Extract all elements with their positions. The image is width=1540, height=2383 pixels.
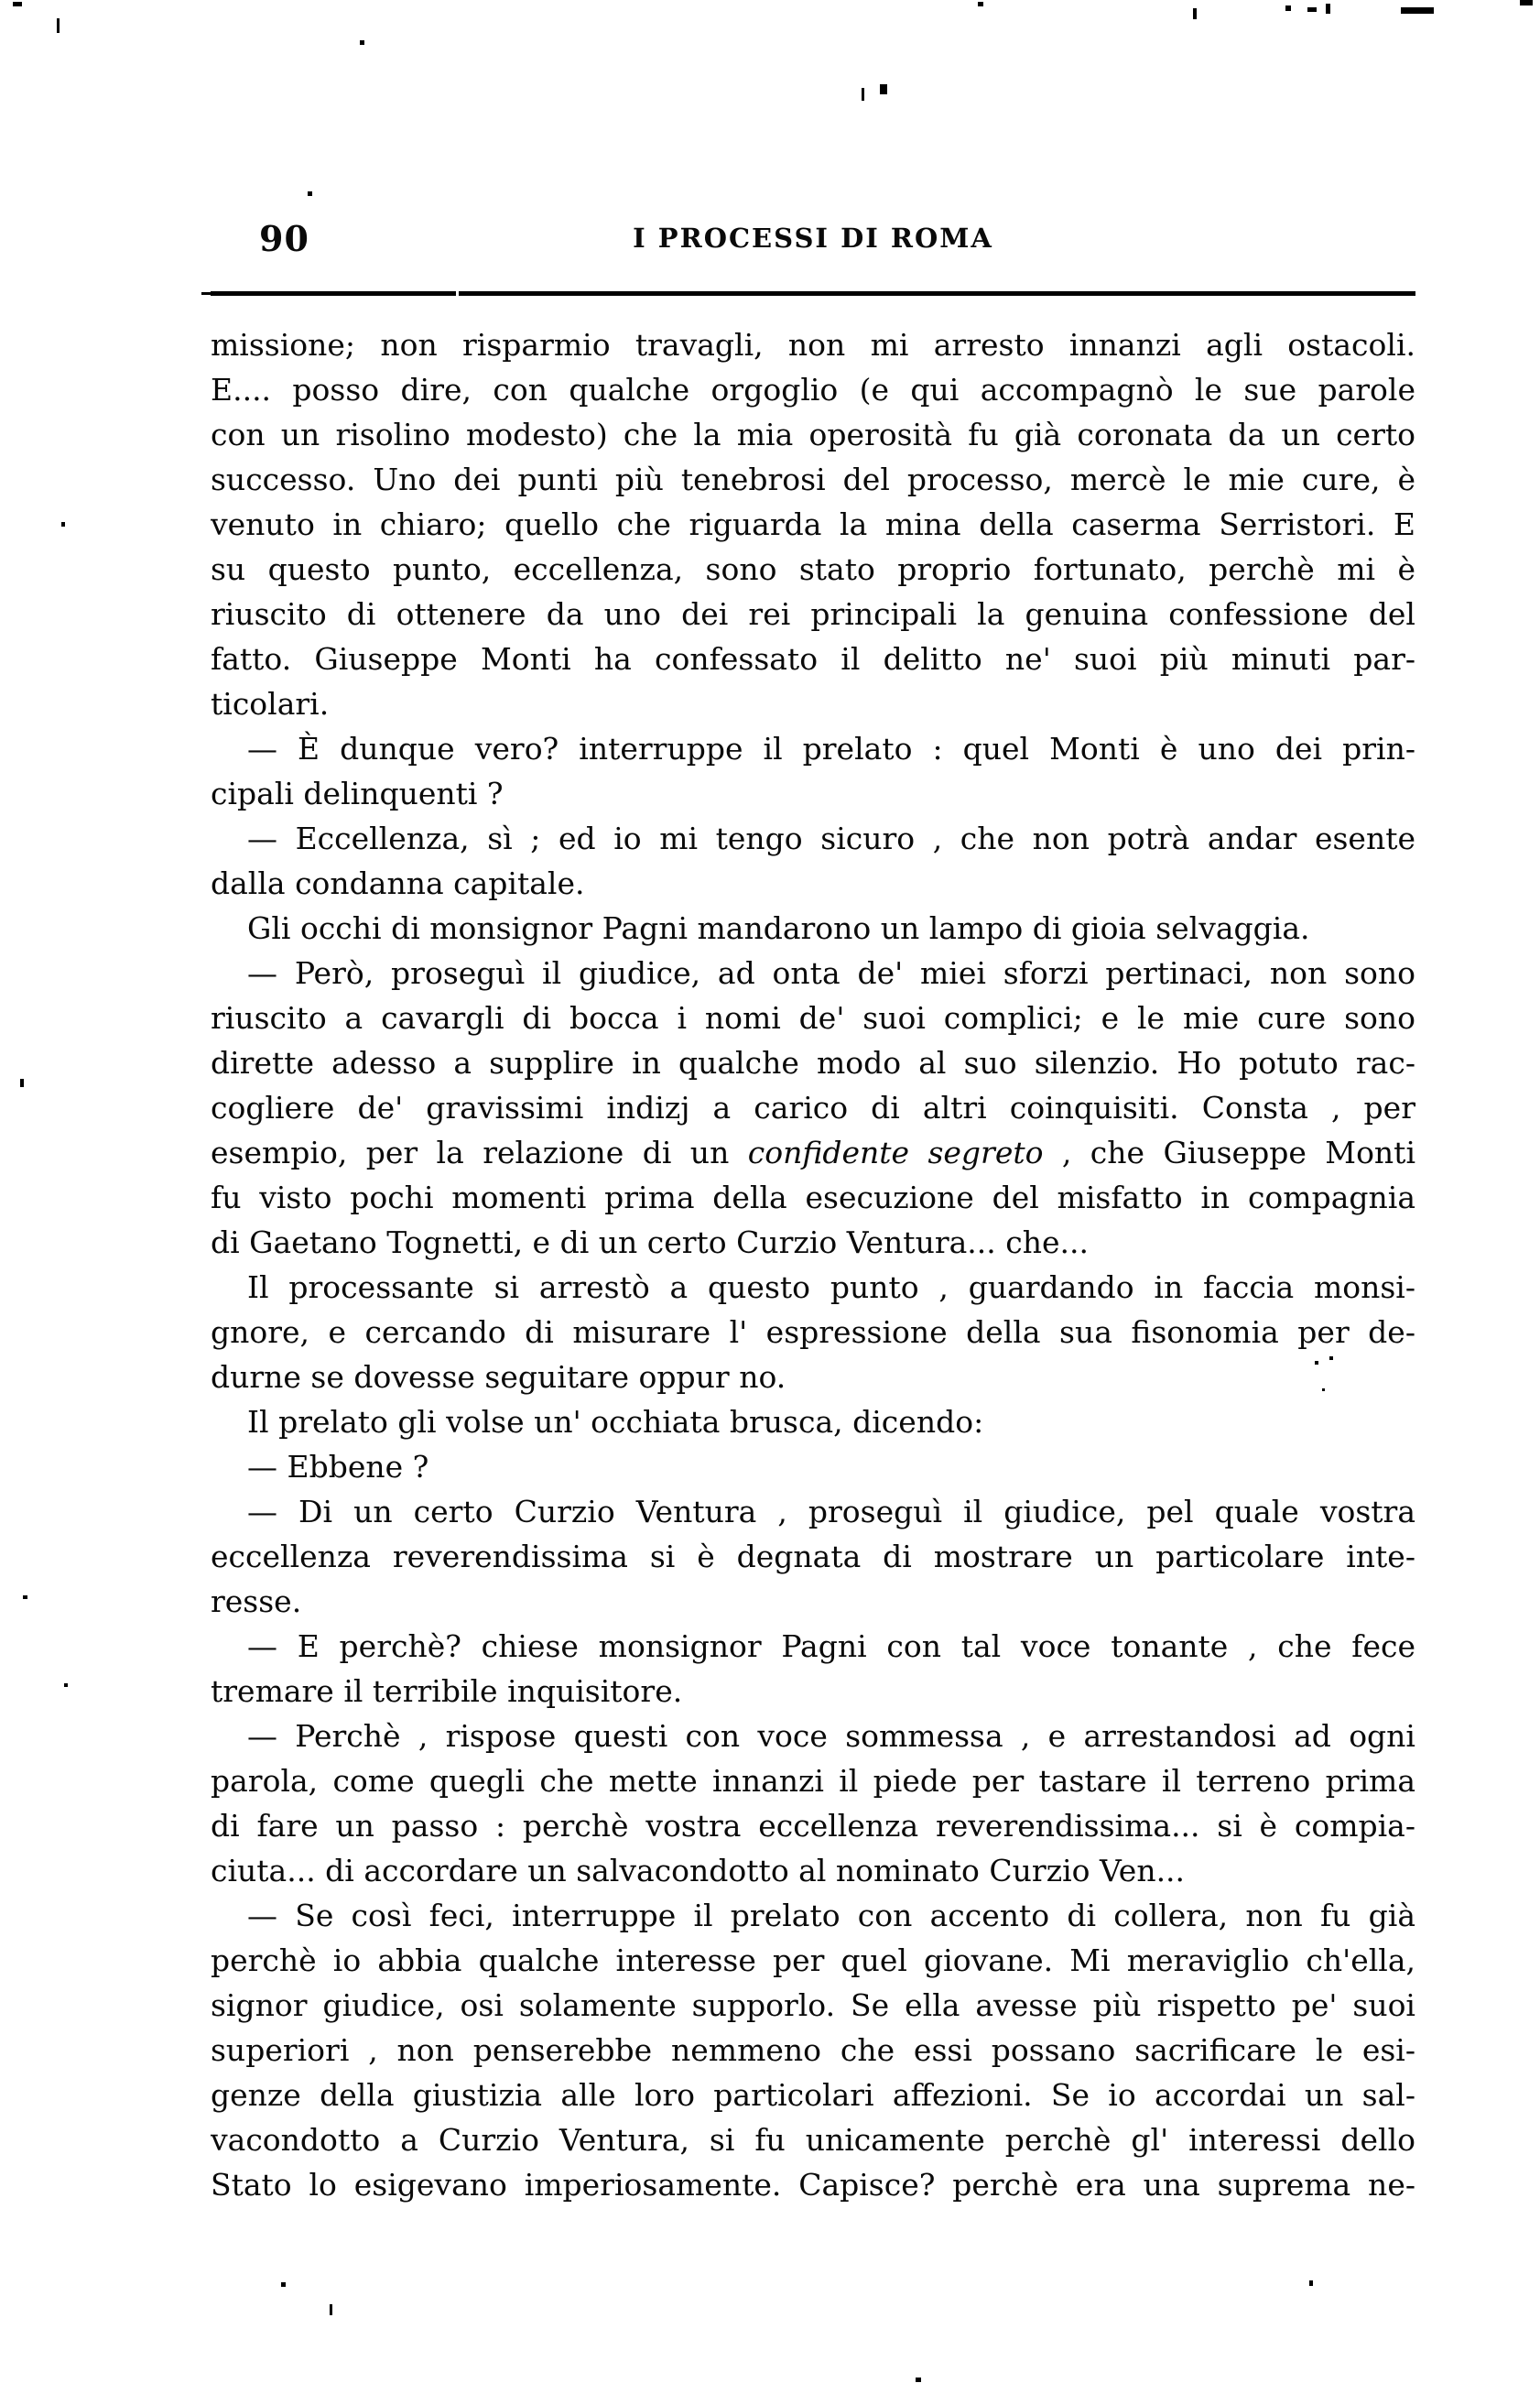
text-line: fu visto pochi momenti prima della esecuzione del misfatto in compagnia — [211, 1180, 1415, 1215]
text-line: — Di un certo Curzio Ventura , proseguì il giudice, pel quale vostra — [247, 1494, 1415, 1529]
scan-artifact — [1193, 8, 1197, 19]
text-line — [211, 1130, 1415, 1175]
text-line: parola, come quegli che mette innanzi il piede per tastare il terreno prima — [211, 1763, 1415, 1799]
text-line: E.... posso dire, con qualche orgoglio (e qui accompagnò le sue parole — [211, 372, 1415, 408]
text-line: Il processante si arrestò a questo punto , guardando in faccia monsi- — [247, 1269, 1415, 1305]
text-line: — E perchè? chiese monsignor Pagni con tal voce tonante , che fece — [247, 1628, 1415, 1664]
page-text — [211, 322, 1415, 2207]
text-line: tremare il terribile inquisitore. — [211, 1673, 683, 1709]
scan-artifact — [281, 2282, 286, 2287]
scan-artifact — [880, 84, 887, 94]
text-line: durne se dovesse seguitare oppur no. — [211, 1359, 786, 1395]
text-line: superiori , non penserebbe nemmeno che essi possano sacrificare le esi- — [211, 2032, 1415, 2068]
text-line: missione; non risparmio travagli, non mi arresto innanzi agli ostacoli. — [211, 327, 1415, 363]
italic-phrase: confidente segreto — [747, 1135, 1044, 1170]
text-line: vacondotto a Curzio Ventura, si fu unicamente perchè gl' interessi dello — [211, 2122, 1415, 2158]
scan-artifact — [64, 1683, 68, 1687]
text-line: genze della giustizia alle loro particolari affezioni. Se io accordai un sal- — [211, 2077, 1415, 2113]
text-line: su questo punto, eccellenza, sono stato proprio fortunato, perchè mi è — [211, 551, 1415, 587]
scan-artifact — [1307, 7, 1317, 12]
scan-artifact — [360, 40, 364, 45]
scan-artifact — [1309, 2280, 1313, 2286]
text-line: eccellenza reverendissima si è degnata di mostrare un particolare inte- — [211, 1539, 1415, 1574]
text-line: riuscito a cavargli di bocca i nomi de' suoi complici; e le mie cure sono — [211, 1000, 1415, 1036]
text-line: — È dunque vero? interruppe il prelato : quel Monti è uno dei prin- — [247, 731, 1415, 767]
text-line: gnore, e cercando di misurare l' espressione della sua fisonomia per de- — [211, 1314, 1415, 1350]
text-line: dirette adesso a supplire in qualche modo al suo silenzio. Ho potuto rac- — [211, 1045, 1415, 1081]
text-run: esempio, per la relazione di un — [211, 1135, 748, 1170]
text-line: signor giudice, osi solamente supporlo. Se ella avesse più rispetto pe' suoi — [211, 1987, 1415, 2023]
scan-artifact — [61, 522, 65, 527]
scan-artifact — [1285, 5, 1291, 11]
text-line: cipali delinquenti ? — [211, 776, 504, 811]
scan-artifact — [862, 88, 864, 101]
scan-artifact — [308, 191, 312, 196]
scan-artifact — [57, 18, 60, 33]
text-line: Stato lo esigevano imperiosamente. Capisce? perchè era una suprema ne- — [211, 2167, 1415, 2203]
text-line: di fare un passo : perchè vostra eccellenza reverendissima... si è compia- — [211, 1808, 1415, 1844]
text-line: con un risolino modesto) che la mia operosità fu già coronata da un certo — [211, 417, 1415, 452]
scan-artifact — [1401, 7, 1434, 14]
text-line: cogliere de' gravissimi indizj a carico di altri coinquisiti. Consta , per — [211, 1090, 1415, 1126]
text-line: — Eccellenza, sì ; ed io mi tengo sicuro , che non potrà andar esente — [247, 821, 1415, 856]
text-line: Il prelato gli volse un' occhiata brusca, dicendo: — [247, 1404, 984, 1440]
scan-artifact — [1315, 1361, 1318, 1365]
text-line: — Se così feci, interruppe il prelato con accento di collera, non fu già — [247, 1898, 1415, 1933]
text-line: — Ebbene ? — [247, 1449, 429, 1485]
text-line: riuscito di ottenere da uno dei rei principali la genuina confessione del — [211, 596, 1415, 632]
text-line: resse. — [211, 1583, 302, 1619]
running-title: I PROCESSI DI ROMA — [633, 223, 993, 254]
text-line: — Però, proseguì il giudice, ad onta de' miei sforzi pertinaci, non sono — [247, 955, 1415, 991]
text-line: venuto in chiaro; quello che riguarda la mina della caserma Serristori. E — [211, 506, 1415, 542]
scan-artifact — [1326, 4, 1330, 14]
header-rule — [211, 291, 1415, 296]
text-line: perchè io abbia qualche interesse per quel giovane. Mi meraviglio ch'ella, — [211, 1942, 1415, 1978]
scan-artifact — [330, 2304, 332, 2315]
scan-artifact — [20, 1079, 24, 1087]
text-line: ticolari. — [211, 686, 330, 722]
text-line: di Gaetano Tognetti, e di un certo Curzio Ventura... che... — [211, 1224, 1089, 1260]
text-line: — Perchè , rispose questi con voce sommessa , e arrestandosi ad ogni — [247, 1718, 1415, 1754]
scan-artifact — [916, 2378, 921, 2382]
scan-artifact — [1329, 1356, 1333, 1360]
scan-artifact — [1520, 0, 1533, 5]
text-line: dalla condanna capitale. — [211, 865, 585, 901]
scan-artifact — [13, 2, 22, 6]
text-line: successo. Uno dei punti più tenebrosi del processo, mercè le mie cure, è — [211, 462, 1415, 497]
text-line: Gli occhi di monsignor Pagni mandarono un lampo di gioia selvaggia. — [247, 910, 1310, 946]
page-number: 90 — [259, 218, 309, 259]
scan-artifact — [23, 1595, 27, 1599]
scan-artifact — [978, 2, 983, 6]
text-line: fatto. Giuseppe Monti ha confessato il delitto ne' suoi più minuti par- — [211, 641, 1415, 677]
text-line: ciuta... di accordare un salvacondotto al nominato Curzio Ven... — [211, 1853, 1186, 1888]
scan-artifact — [1322, 1388, 1325, 1391]
text-run: , che Giuseppe Monti — [1043, 1135, 1415, 1170]
